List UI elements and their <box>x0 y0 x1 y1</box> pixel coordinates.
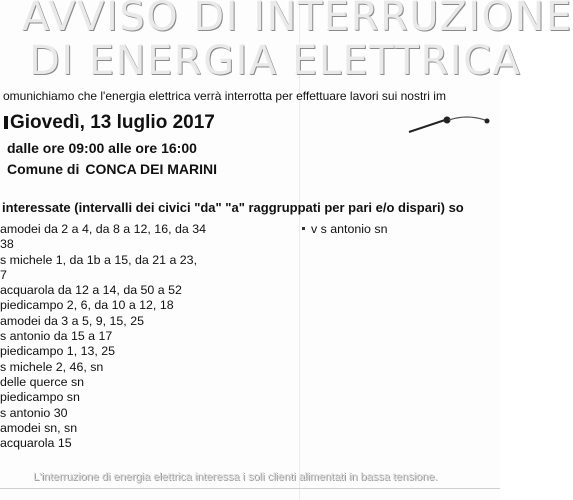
outage-hours: dalle ore 09:00 alle ore 16:00 <box>7 140 197 156</box>
list-item: piedicampo 2, 6, da 10 a 12, 18 <box>0 298 174 313</box>
list-item: acquarola da 12 a 14, da 50 a 52 <box>0 283 182 298</box>
list-item: amodei da 2 a 4, da 8 a 12, 16, da 34 <box>0 222 206 236</box>
list-item: amodei da 3 a 5, 9, 15, 25 <box>0 313 144 328</box>
square-bullet-icon <box>302 227 305 230</box>
list-item: s antonio 30 <box>0 405 68 420</box>
comune-line <box>7 161 217 177</box>
bullet-mark <box>4 116 8 129</box>
streets-heading: interessate (intervalli dei civici "da" "a" raggruppati per pari e/o dispari) so <box>2 200 464 215</box>
list-item: piedicampo 1, 13, 25 <box>0 344 116 359</box>
heading-line-1: AVVISO DI INTERRUZIONE <box>22 0 573 40</box>
list-item: acquarola 15 <box>0 436 72 451</box>
right-street-item <box>302 222 387 236</box>
comune-label: Comune di <box>7 161 80 177</box>
list-item: s michele 2, 46, sn <box>0 359 104 374</box>
clock-icon <box>405 112 500 136</box>
list-item: 7 <box>0 267 7 282</box>
list-item: piedicampo sn <box>0 390 80 405</box>
date-text: Giovedì, 13 luglio 2017 <box>10 112 215 133</box>
outage-date <box>4 112 215 134</box>
list-item: amodei sn, sn <box>0 420 78 435</box>
streets-list <box>0 222 206 451</box>
list-item: s antonio da 15 a 17 <box>0 329 113 344</box>
comune-name: CONCA DEI MARINI <box>85 161 218 177</box>
list-item: 38 <box>0 237 14 252</box>
intro-text: omunichiamo che l'energia elettrica verrà interrotta per effettuare lavori sui nostri im <box>3 89 446 103</box>
list-item: delle querce sn <box>0 374 85 389</box>
list-item: s michele 1, da 1b a 15, da 21 a 23, <box>0 252 198 267</box>
fold-divider-horizontal <box>0 488 500 489</box>
footer-note: L'interruzione di energia elettrica interessa i soli clienti alimentati in bassa tensione. <box>33 471 438 483</box>
heading-line-2: DI ENERGIA ELETTRICA <box>29 38 522 84</box>
right-street-text: v s antonio sn <box>311 222 388 236</box>
